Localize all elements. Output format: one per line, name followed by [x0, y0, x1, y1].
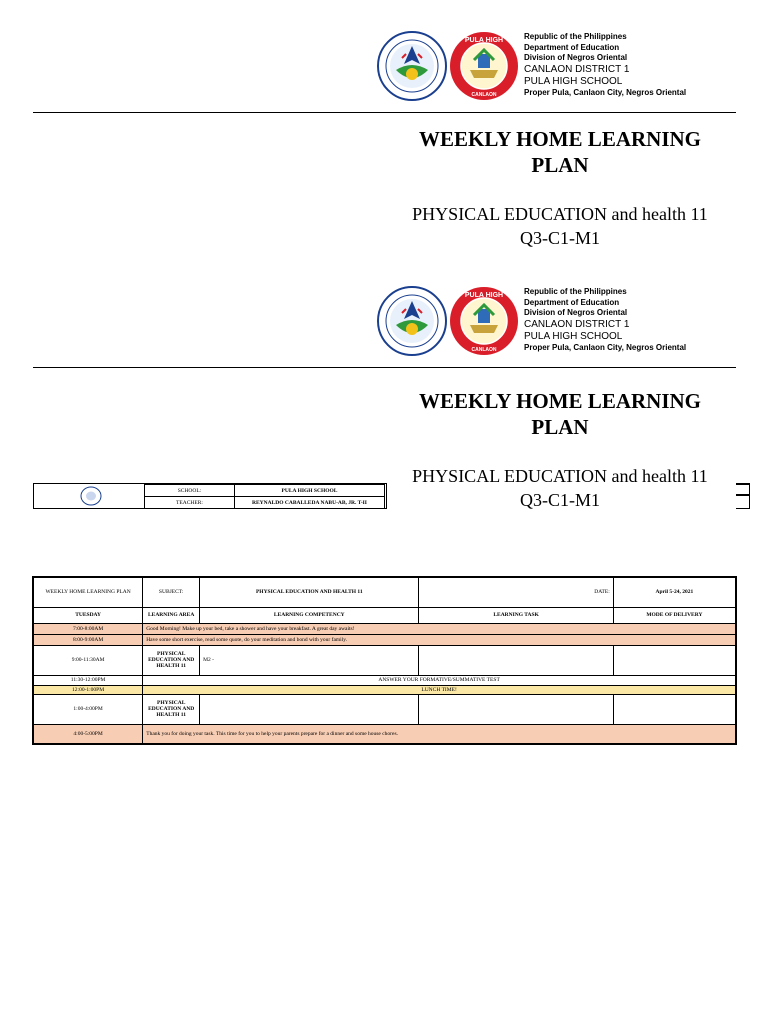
logo-group: [376, 285, 520, 361]
time-cell: 12:00-1:00PM: [33, 685, 143, 694]
date-value-cell: April 5-24, 2021: [613, 577, 736, 607]
subject-title: [388, 464, 732, 512]
school-value: PULA HIGH SCHOOL: [235, 485, 385, 497]
date-label-cell: DATE:: [419, 577, 613, 607]
time-cell: 7:00-8:00AM: [33, 623, 143, 634]
school-info-strip: [33, 483, 387, 509]
column-header-row: [33, 607, 736, 623]
svg-text:CANLAON: CANLAON: [471, 347, 497, 353]
table-row: [33, 694, 736, 724]
school-address: [524, 32, 686, 98]
plan-title-line: WEEKLY HOME LEARNING: [419, 389, 701, 413]
time-cell: 1:00-4:00PM: [33, 694, 143, 724]
table-row: [33, 675, 736, 685]
address-line: Division of Negros Oriental: [524, 308, 628, 317]
time-cell: 8:00-9:00AM: [33, 634, 143, 645]
svg-text:CANLAON: CANLAON: [471, 92, 497, 98]
table-row: [33, 623, 736, 634]
subject-label-cell: SUBJECT:: [143, 577, 200, 607]
weekly-plan-table: [32, 576, 737, 745]
school-line: PULA HIGH SCHOOL: [524, 75, 623, 87]
logo-group: [376, 30, 520, 106]
school-address: [524, 287, 686, 353]
col-task: LEARNING TASK: [419, 607, 613, 623]
table-row: [33, 634, 736, 645]
table-row: [33, 724, 736, 744]
deped-seal-icon: [376, 285, 448, 357]
plan-title-line: PLAN: [531, 415, 589, 439]
plan-header-cell: WEEKLY HOME LEARNING PLAN: [33, 577, 143, 607]
plan-title-line: WEEKLY HOME LEARNING: [419, 127, 701, 151]
subject-title: [388, 202, 732, 250]
table-row: [33, 685, 736, 694]
delivery-cell: [613, 694, 736, 724]
activity-cell: LUNCH TIME!: [143, 685, 736, 694]
col-area: LEARNING AREA: [143, 607, 200, 623]
address-line: Division of Negros Oriental: [524, 53, 628, 62]
table-header-row: [33, 577, 736, 607]
divider-rule: [33, 367, 736, 368]
time-cell: 9:00-11:30AM: [33, 645, 143, 675]
plan-title: [400, 126, 720, 178]
svg-text:PULA HIGH: PULA HIGH: [464, 292, 504, 299]
task-cell: [419, 645, 613, 675]
subject-title-line: Q3-C1-M1: [520, 228, 600, 248]
delivery-cell: [613, 645, 736, 675]
time-cell: 4:00-5:00PM: [33, 724, 143, 744]
location-line: Proper Pula, Canlaon City, Negros Oriental: [524, 87, 687, 97]
subject-title-line: PHYSICAL EDUCATION and health 11: [412, 204, 708, 224]
activity-cell: Good Morning! Make up your bed, take a shower and have your breakfast. A great day awaits!: [143, 623, 736, 634]
task-cell: [419, 694, 613, 724]
subject-title-line: Q3-C1-M1: [520, 490, 600, 510]
activity-cell: Have some short exercise, read some quote, do your meditation and bond with your family.: [143, 634, 736, 645]
school-line: PULA HIGH SCHOOL: [524, 330, 623, 342]
subject-title-line: PHYSICAL EDUCATION and health 11: [412, 466, 708, 486]
info-strip-right-cap: [736, 483, 750, 509]
activity-cell: ANSWER YOUR FORMATIVE/SUMMATIVE TEST: [143, 675, 736, 685]
district-line: CANLAON DISTRICT 1: [524, 63, 630, 75]
divider-rule: [33, 112, 736, 113]
address-line: Republic of the Philippines: [524, 32, 627, 41]
teacher-value: REYNALDO CABALLEDA NABU-AB, JR. T-II: [235, 497, 385, 509]
time-cell: 11:30-12:00PM: [33, 675, 143, 685]
col-competency: LEARNING COMPETENCY: [200, 607, 419, 623]
col-day: TUESDAY: [33, 607, 143, 623]
plan-title-line: PLAN: [531, 153, 589, 177]
address-line: Department of Education: [524, 297, 620, 307]
area-cell: PHYSICAL EDUCATION AND HEALTH 11: [143, 694, 200, 724]
address-line: Department of Education: [524, 42, 620, 52]
col-delivery: MODE OF DELIVERY: [613, 607, 736, 623]
pula-high-school-logo-icon: [448, 285, 520, 357]
table-row: [33, 645, 736, 675]
svg-text:PULA HIGH: PULA HIGH: [464, 37, 504, 44]
school-label: SCHOOL:: [145, 485, 235, 497]
activity-cell: Thank you for doing your task. This time for you to help your parents prepare for a dinner and some house chores.: [143, 724, 736, 744]
teacher-label: TEACHER:: [145, 497, 235, 509]
location-line: Proper Pula, Canlaon City, Negros Oriental: [524, 342, 687, 352]
pula-high-school-logo-icon: [448, 30, 520, 102]
plan-title: [400, 388, 720, 440]
competency-cell: [200, 694, 419, 724]
deped-small-seal-icon: [74, 485, 108, 507]
subject-value-cell: PHYSICAL EDUCATION AND HEALTH 11: [200, 577, 419, 607]
info-table: [144, 484, 385, 509]
competency-cell: M2 -: [200, 645, 419, 675]
address-line: Republic of the Philippines: [524, 287, 627, 296]
district-line: CANLAON DISTRICT 1: [524, 318, 630, 330]
deped-seal-icon: [376, 30, 448, 102]
area-cell: PHYSICAL EDUCATION AND HEALTH 11: [143, 645, 200, 675]
